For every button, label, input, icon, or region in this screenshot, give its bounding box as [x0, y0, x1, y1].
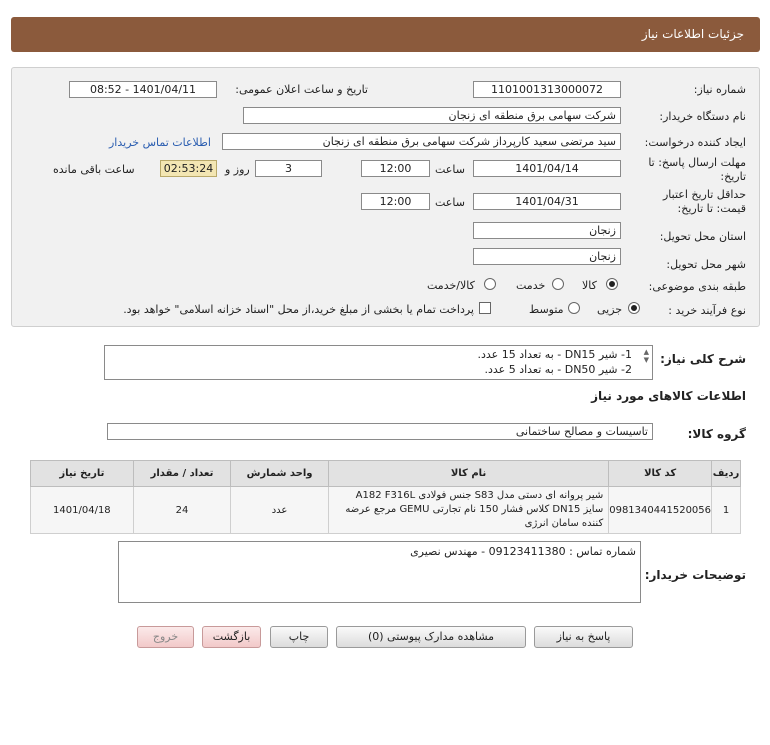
cell-qty: 24 [133, 487, 231, 534]
process-medium-label: متوسط [529, 303, 564, 316]
goods-group-field: تاسیسات و مصالح ساختمانی [107, 423, 653, 440]
buyer-notes-label: توضیحات خریدار: [644, 568, 746, 582]
city-field: زنجان [473, 248, 621, 265]
announce-field: 1401/04/11 - 08:52 [69, 81, 217, 98]
category-both-label: کالا/خدمت [427, 279, 475, 292]
summary-line-2: 2- شیر DN50 - به تعداد 5 عدد. [484, 363, 632, 376]
category-goods-radio[interactable] [606, 278, 618, 290]
deadline-time-label: ساعت [435, 163, 465, 176]
validity-time-field: 12:00 [361, 193, 430, 210]
remaining-label: ساعت باقی مانده [53, 163, 135, 176]
buyer-field: شرکت سهامی برق منطقه ای زنجان [243, 107, 621, 124]
col-name: نام کالا [328, 461, 608, 487]
cell-row: 1 [712, 487, 741, 534]
validity-label: حداقل تاریخ اعتبار [662, 188, 746, 201]
category-label: طبقه بندی موضوعی: [648, 280, 746, 293]
cell-date: 1401/04/18 [31, 487, 134, 534]
category-service-radio[interactable] [552, 278, 564, 290]
deadline-label-date: تاریخ: [720, 170, 746, 183]
deadline-time-field: 12:00 [361, 160, 430, 177]
process-minor-radio[interactable] [628, 302, 640, 314]
page-header [11, 17, 760, 52]
category-goods-label: کالا [582, 279, 597, 292]
announce-label: تاریخ و ساعت اعلان عمومی: [235, 83, 368, 96]
buyer-label: نام دستگاه خریدار: [659, 110, 746, 123]
need-number-field: 1101001313000072 [473, 81, 621, 98]
scroll-arrows-icon[interactable]: ▲ ▼ [643, 348, 649, 364]
category-service-label: خدمت [516, 279, 546, 292]
creator-label: ایجاد کننده درخواست: [644, 136, 746, 149]
cell-name: شیر پروانه ای دستی مدل S83 جنس فولادی A182 F316L سایز DN15 کلاس فشار 150 نام تجارتی GEMU مرجع عرضه کننده سامان انرژی [328, 487, 608, 534]
remaining-timer: 02:53:24 [160, 160, 217, 177]
view-attachments-button[interactable]: مشاهده مدارک پیوستی (0) [336, 626, 526, 648]
col-qty: تعداد / مقدار [133, 461, 231, 487]
process-minor-label: جزیی [597, 303, 623, 316]
validity-date-field: 1401/04/31 [473, 193, 621, 210]
cell-code: 0981340441520056 [609, 487, 712, 534]
buyer-notes-text: شماره تماس : 09123411380 - مهندس نصیری [410, 545, 636, 558]
process-label: نوع فرآیند خرید : [668, 304, 746, 317]
summary-line-1: 1- شیر DN15 - به تعداد 15 عدد. [477, 348, 632, 361]
table-row [31, 487, 741, 534]
validity-label-date: قیمت: تا تاریخ: [677, 202, 746, 215]
summary-label: شرح کلی نیاز: [660, 352, 746, 366]
buyer-notes-box [118, 541, 641, 603]
back-button[interactable]: بازگشت [202, 626, 261, 648]
col-row: ردیف [712, 461, 741, 487]
col-date: تاریخ نیاز [31, 461, 134, 487]
print-button[interactable]: چاپ [270, 626, 328, 648]
need-number-label: شماره نیاز: [693, 83, 746, 96]
deadline-date-field: 1401/04/14 [473, 160, 621, 177]
exit-button[interactable]: خروج [137, 626, 194, 648]
goods-group-label: گروه کالا: [687, 427, 746, 441]
treasury-payment-checkbox[interactable] [479, 302, 491, 314]
category-both-radio[interactable] [484, 278, 496, 290]
city-label: شهر محل تحویل: [666, 258, 746, 271]
contact-info-link[interactable]: اطلاعات تماس خریدار [109, 136, 211, 149]
goods-section-title: اطلاعات کالاهای مورد نیاز [591, 389, 746, 403]
summary-textarea[interactable] [104, 345, 653, 380]
reply-button[interactable]: پاسخ به نیاز [534, 626, 633, 648]
treasury-payment-note: پرداخت تمام یا بخشی از مبلغ خرید،از محل "اسناد خزانه اسلامی" خواهد بود. [123, 303, 474, 316]
province-label: استان محل تحویل: [659, 230, 746, 243]
goods-table [30, 460, 741, 534]
days-field: 3 [255, 160, 322, 177]
cell-unit: عدد [231, 487, 329, 534]
col-unit: واحد شمارش [231, 461, 329, 487]
page-title: جزئیات اطلاعات نیاز [641, 27, 744, 41]
creator-field: سید مرتضی سعید کارپرداز شرکت سهامی برق منطقه ای زنجان [222, 133, 621, 150]
process-medium-radio[interactable] [568, 302, 580, 314]
days-label: روز و [225, 163, 250, 176]
validity-time-label: ساعت [435, 196, 465, 209]
col-code: کد کالا [609, 461, 712, 487]
province-field: زنجان [473, 222, 621, 239]
deadline-label: مهلت ارسال پاسخ: تا [648, 156, 746, 169]
